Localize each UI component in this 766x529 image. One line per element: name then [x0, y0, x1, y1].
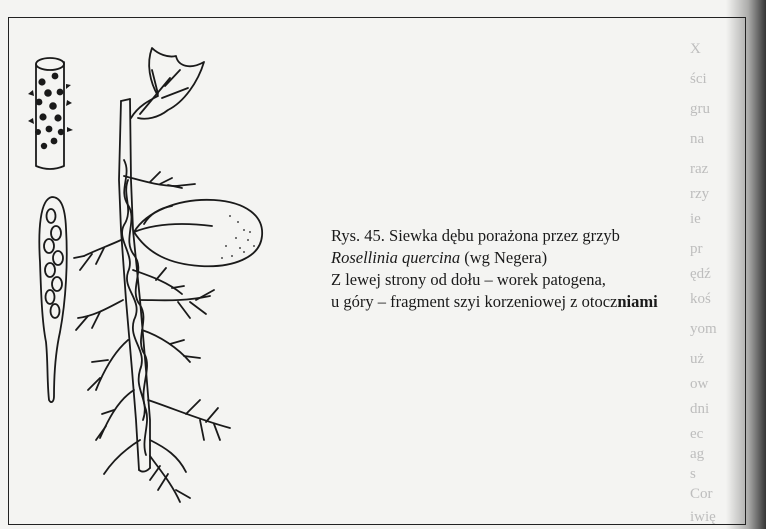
- bleed-line: ow: [690, 376, 709, 392]
- ascus-with-spores: [39, 197, 66, 402]
- oak-seedling: [74, 48, 262, 502]
- bleed-line: ag: [690, 446, 705, 462]
- caption-line-2: [331, 247, 711, 269]
- bleed-line: pr: [690, 241, 703, 257]
- bleed-line: ści: [690, 71, 707, 87]
- caption-line-1: Rys. 45. Siewka dębu porażona przez grzyb: [331, 226, 620, 245]
- caption-line-3: Z lewej strony od dołu – worek patogena,: [331, 270, 606, 289]
- caption-species-name: Rosellinia quercina: [331, 248, 461, 267]
- bleed-line: Cor: [690, 486, 713, 502]
- bleed-line: ędź: [690, 266, 711, 282]
- bleed-line: iwię: [690, 509, 716, 525]
- bleed-line: ec: [690, 426, 704, 442]
- bleed-line: rzy: [690, 186, 710, 202]
- caption-line-4-bold: niami: [617, 292, 658, 311]
- bleed-line: gru: [690, 101, 710, 117]
- caption-source: (wg Negera): [460, 248, 548, 267]
- bleed-line: s: [690, 466, 696, 482]
- bleed-line: dni: [690, 401, 710, 417]
- bleed-line: raz: [690, 161, 709, 177]
- bleed-line: ie: [690, 211, 701, 227]
- bleed-line: koś: [690, 291, 711, 307]
- caption-line-4-start: u góry – fragment szyi korzeniowej z otocz: [331, 292, 618, 311]
- acorn-stipple: [221, 215, 255, 259]
- bleed-line: X: [690, 41, 701, 57]
- stem-fragment-with-perithecia: [28, 58, 73, 169]
- bleed-line: uż: [690, 351, 705, 367]
- bleed-line: na: [690, 131, 705, 147]
- caption-line-4: [331, 291, 711, 313]
- bleed-line: yom: [690, 321, 717, 337]
- figure-caption: [331, 225, 711, 313]
